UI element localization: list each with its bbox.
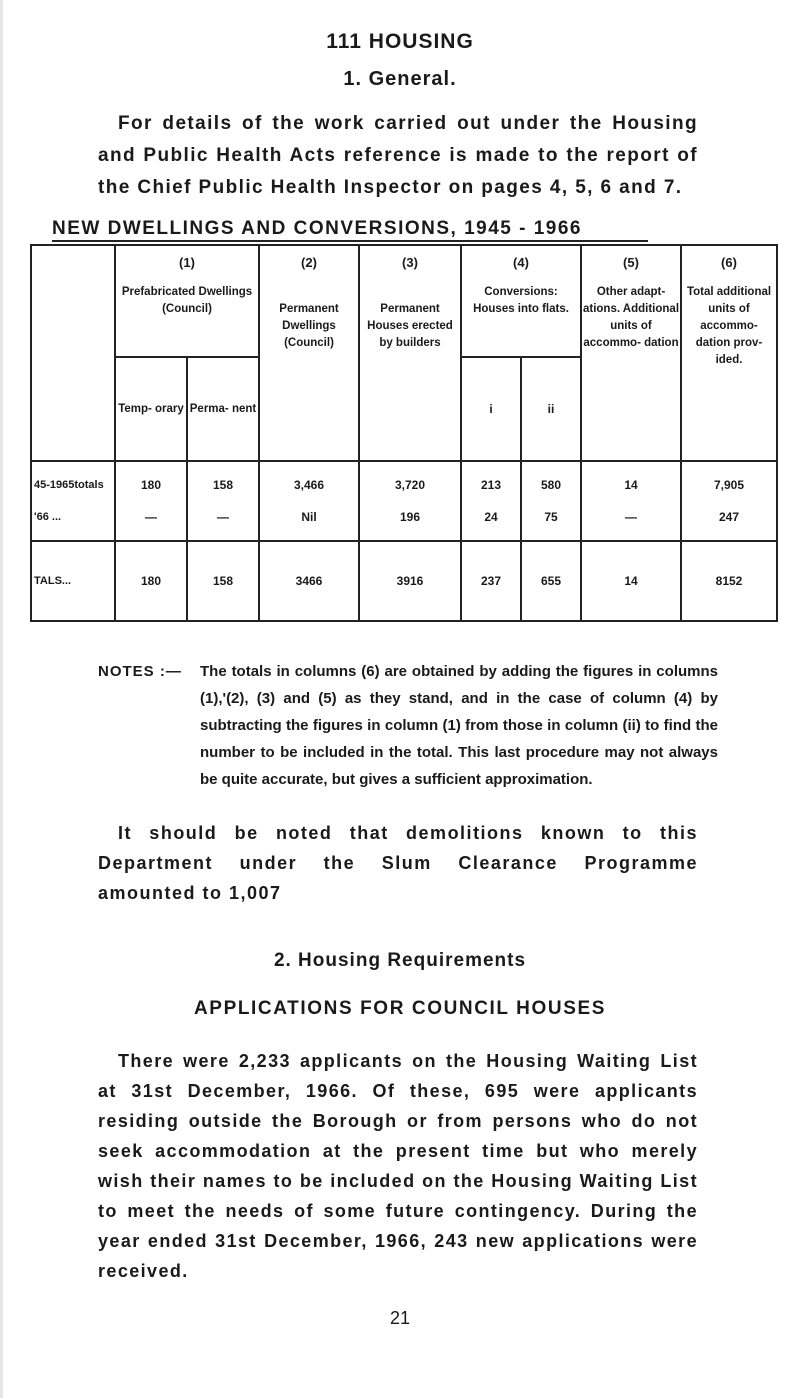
col5-header: (5) Other adapt- ations. Additional units of accommo- dation	[581, 245, 681, 461]
col4-sub-ii: ii	[521, 357, 581, 461]
cell: 580 75	[521, 461, 581, 541]
table-title: NEW DWELLINGS AND CONVERSIONS, 1945 - 1966	[52, 218, 648, 242]
cell: 213 24	[461, 461, 521, 541]
row-label: 45-1965totals '66 ...	[31, 461, 115, 541]
cell: 158	[187, 541, 259, 621]
cell: 655	[521, 541, 581, 621]
cell: 3466	[259, 541, 359, 621]
cell: 3916	[359, 541, 461, 621]
notes-block	[98, 658, 718, 793]
totals-row	[31, 541, 777, 621]
applications-paragraph	[98, 1046, 698, 1286]
col6-header: (6) Total additional units of accommo- dation prov- ided.	[681, 245, 777, 461]
section-title: 1. General.	[343, 68, 457, 90]
notes-label: NOTES :—	[98, 663, 182, 680]
cell: 8152	[681, 541, 777, 621]
page-edge	[0, 0, 3, 1398]
table-corner	[31, 245, 115, 461]
section2-subheading: APPLICATIONS FOR COUNCIL HOUSES	[193, 998, 607, 1019]
cell: 180 —	[115, 461, 187, 541]
totals-label: TALS...	[31, 541, 115, 621]
cell: 237	[461, 541, 521, 621]
dwellings-table	[30, 244, 778, 622]
col2-header: (2) Permanent Dwellings (Council)	[259, 245, 359, 461]
col4-header: (4) Conversions: Houses into flats.	[461, 245, 581, 357]
cell: 14 —	[581, 461, 681, 541]
cell: 14	[581, 541, 681, 621]
page-number: 21	[389, 1308, 411, 1328]
col1-sub-permanent: Perma- nent	[187, 357, 259, 461]
col4-sub-i: i	[461, 357, 521, 461]
applications-text: There were 2,233 applicants on the Housing Waiting List at 31st December, 1966. Of these, 695 were applicants residing outside the Borough or from persons who do not seek accommodation at the present time but who merely wish their names to be included on the Housing Waiting List to meet the needs of some future contingency. During the year ended 31st December, 1966, 243 new applications were received.	[98, 1051, 698, 1281]
cell: 7,905 247	[681, 461, 777, 541]
demolitions-paragraph	[98, 818, 698, 908]
intro-text: For details of the work carried out under the Housing and Public Health Acts reference is made to the report of the Chief Public Health Inspector on pages 4, 5, 6 and 7.	[98, 113, 698, 198]
section2-heading: 2. Housing Requirements	[273, 950, 527, 971]
intro-paragraph	[98, 108, 698, 204]
cell: 180	[115, 541, 187, 621]
notes-text: The totals in columns (6) are obtained by adding the figures in columns (1),'(2), (3) and (5) as they stand, and in the case of column (4) by subtracting the figures in column (1) from those in column (ii) to find the number to be included in the total. This last procedure may not always be quite accurate, but gives a sufficient approximation.	[200, 663, 718, 788]
cell: 3,466 Nil	[259, 461, 359, 541]
page-title: 111 HOUSING	[326, 30, 474, 53]
table-row	[31, 461, 777, 541]
demolitions-text: It should be noted that demolitions known to this Department under the Slum Clearance Programme amounted to 1,007	[98, 823, 698, 903]
col3-header: (3) Permanent Houses erected by builders	[359, 245, 461, 461]
cell: 3,720 196	[359, 461, 461, 541]
cell: 158 —	[187, 461, 259, 541]
col1-sub-temporary: Temp- orary	[115, 357, 187, 461]
col1-header: (1) Prefabricated Dwellings (Council)	[115, 245, 259, 357]
